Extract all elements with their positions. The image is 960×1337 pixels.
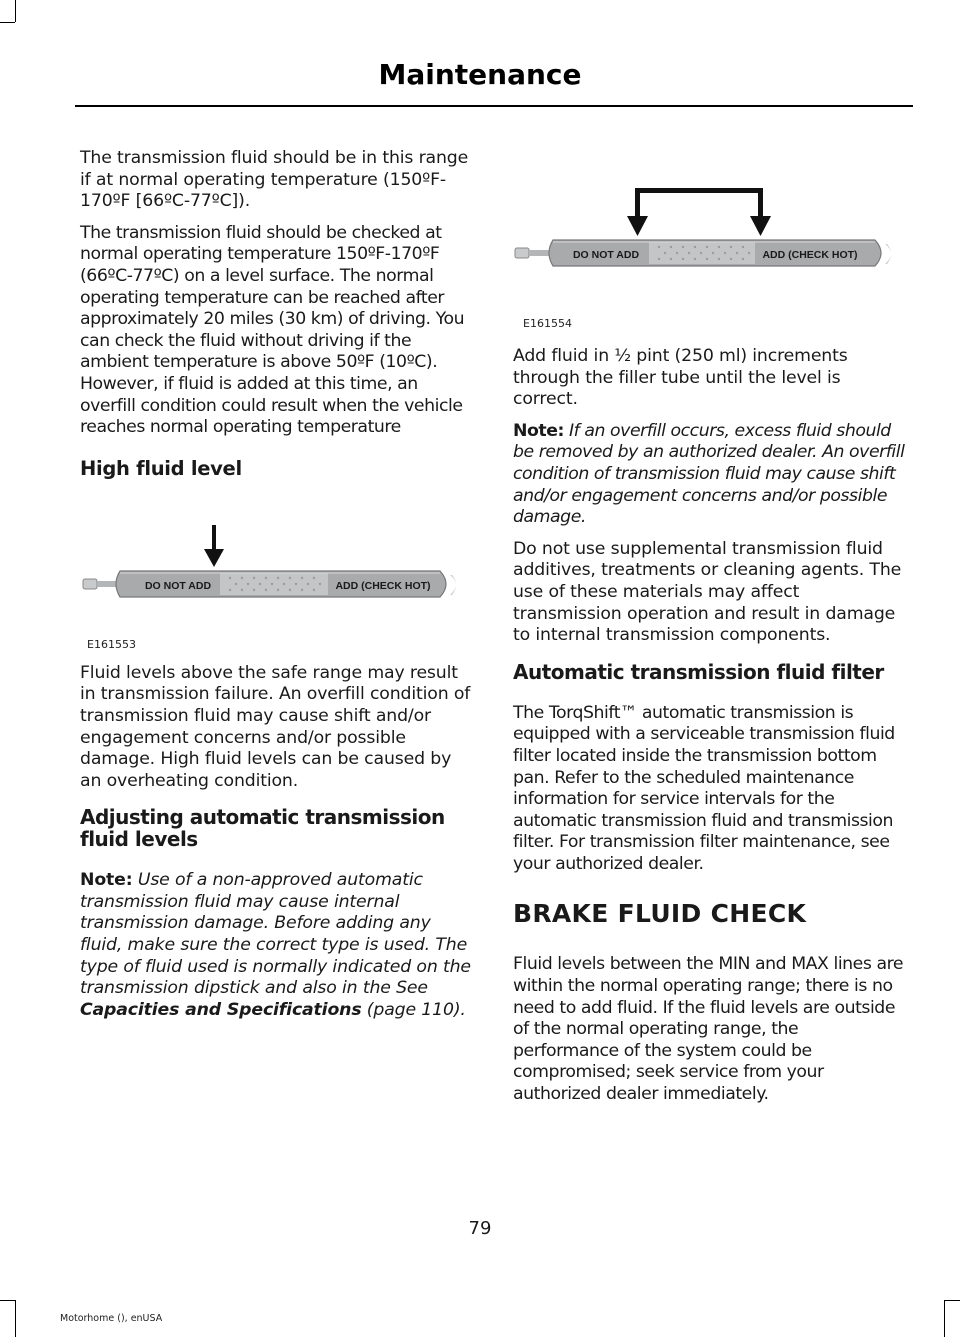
crop-mark — [944, 1300, 945, 1337]
header-divider — [75, 105, 913, 107]
page-section-title: Maintenance — [378, 58, 582, 91]
crop-mark — [0, 22, 15, 23]
page-reference: (page 110). — [366, 999, 466, 1020]
figure-id: E161554 — [523, 317, 572, 330]
heading-adjusting-fluid: Adjusting automatic transmission fluid levels — [80, 805, 445, 852]
heading-brake-fluid-check: BRAKE FLUID CHECK — [513, 899, 807, 929]
label-do-not-add: DO NOT ADD — [572, 249, 640, 261]
document-footer: Motorhome (), enUSA — [60, 1313, 163, 1324]
note-text: If an overfill occurs, excess fluid should be removed by an authorized dealer. An overfill condition of transmission fluid may cause shift and/or engagement concerns and/or possible damage. — [513, 420, 905, 528]
label-do-not-add: DO NOT ADD — [144, 579, 212, 592]
crop-mark — [945, 1300, 960, 1301]
paragraph: Fluid levels between the MIN and MAX lines are within the normal operating range; there is no need to add fluid. If the fluid levels are outside of the normal operating range, the performance of the system could be compromised; seek service from your authorized dealer immediately. — [513, 954, 904, 1105]
note-label: Note: — [513, 420, 564, 441]
right-column — [513, 346, 908, 1116]
paragraph: Fluid levels above the safe range may result in transmission failure. An overfill condition of transmission fluid may cause shift and/or engagement concerns and/or possible damage. High fluid levels can be caused by an overheating condition. — [80, 662, 471, 791]
note-paragraph — [513, 421, 908, 529]
paragraph: Add fluid in ½ pint (250 ml) increments through the filler tube until the level is correct. — [513, 346, 848, 410]
note-text: Use of a non-approved automatic transmission fluid may cause internal transmission damage. Before adding any fluid, make sure the correct type is used. The type of fluid used is normally indicated on the transmission dipstick and also in the See — [80, 870, 471, 999]
label-add-check-hot: ADD (CHECK HOT) — [335, 579, 431, 592]
cross-reference-link[interactable]: Capacities and Specifications — [80, 999, 362, 1020]
paragraph: The transmission fluid should be checked at normal operating temperature 150ºF-170ºF (66ºC-77ºC) on a level surface. The normal operating temperature can be reached after approximately 20 miles (30 km) of driving. You can check the fluid without driving if the ambient temperature is above 50ºF (10ºC). However, if fluid is added at this time, an overfill condition could result when the vehicle reaches normal operating temperature — [80, 222, 465, 438]
paragraph: The transmission fluid should be in this range if at normal operating temperature (150ºF-170ºF [66ºC-77ºC]). — [80, 148, 469, 212]
dipstick-illustration — [513, 180, 908, 300]
figure-normal-fluid-range — [513, 180, 908, 330]
label-add-check-hot: ADD (CHECK HOT) — [762, 249, 858, 261]
page-number: 79 — [468, 1218, 492, 1239]
paragraph: Do not use supplemental transmission fluid additives, treatments or cleaning agents. The use of these materials may affect transmission operation and result in damage to internal transmission components. — [513, 538, 902, 646]
heading-high-fluid-level: High fluid level — [80, 456, 242, 480]
heading-fluid-filter: Automatic transmission fluid filter — [513, 659, 884, 684]
note-label: Note: — [80, 870, 133, 891]
left-column — [80, 148, 475, 1031]
crop-mark — [0, 1300, 15, 1301]
note-paragraph — [80, 870, 475, 1021]
figure-id: E161553 — [87, 637, 136, 651]
dipstick-illustration — [80, 515, 475, 635]
crop-mark — [15, 0, 16, 22]
figure-high-fluid-level — [80, 515, 475, 665]
crop-mark — [15, 1300, 16, 1337]
paragraph: The TorqShift™ automatic transmission is equipped with a serviceable transmission fluid filter located inside the transmission bottom pan. Refer to the scheduled maintenance information for service intervals for the automatic transmission fluid and transmission filter. For transmission filter maintenance, see your authorized dealer. — [513, 702, 895, 874]
